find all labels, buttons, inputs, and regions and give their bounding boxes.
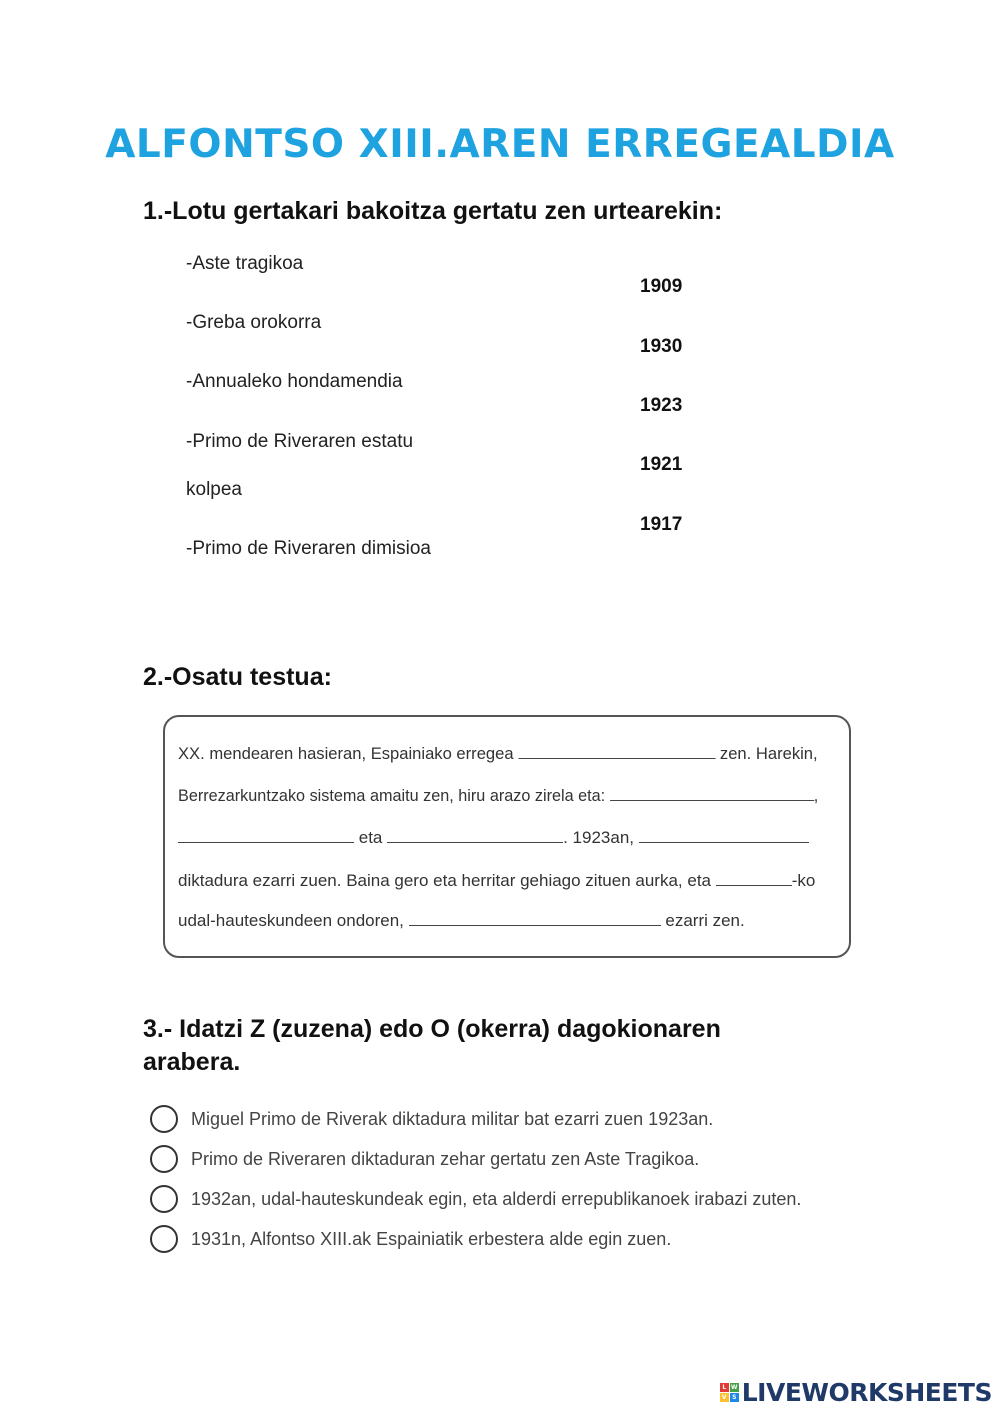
year-item: 1923	[640, 395, 683, 416]
text-segment: zen. Harekin,	[719, 744, 818, 763]
answer-blank[interactable]	[178, 828, 354, 843]
year-item: 1917	[640, 514, 683, 535]
logo-mark-cell: W	[730, 1384, 738, 1391]
text-segment: ,	[813, 786, 819, 805]
text-segment: XX. mendearen hasieran, Espainiako erregea	[178, 744, 514, 763]
true-false-item	[150, 1103, 713, 1135]
logo-mark-icon	[720, 1383, 739, 1402]
fill-text-line-5	[178, 911, 745, 931]
statement-text: 1931n, Alfontso XIII.ak Espainiatik erbestera alde egin zuen.	[191, 1228, 672, 1249]
answer-blank[interactable]	[387, 828, 563, 843]
answer-blank[interactable]	[716, 871, 792, 886]
true-false-item	[150, 1183, 801, 1215]
answer-blank[interactable]	[518, 744, 715, 759]
section3-heading	[143, 1013, 721, 1079]
event-item: -Aste tragikoa	[186, 253, 304, 274]
year-item: 1930	[640, 336, 683, 357]
answer-circle[interactable]	[150, 1225, 178, 1253]
event-item: kolpea	[186, 479, 242, 500]
statement-text: Primo de Riveraren diktaduran zehar gertatu zen Aste Tragikoa.	[191, 1148, 700, 1169]
text-segment: udal-hauteskundeen ondoren,	[178, 911, 404, 930]
text-segment: diktadura ezarri zuen. Baina gero eta herritar gehiago zituen aurka, eta	[178, 871, 711, 890]
text-segment: -ko	[791, 871, 816, 890]
text-segment: . 1923an,	[563, 828, 635, 847]
answer-circle[interactable]	[150, 1145, 178, 1173]
year-item: 1921	[640, 454, 683, 475]
section3-heading-line1: 3.- Idatzi Z (zuzena) edo O (okerra) dagokionaren	[143, 1015, 721, 1043]
answer-blank[interactable]	[610, 786, 814, 801]
logo-text: LIVEWORKSHEETS	[741, 1378, 992, 1407]
section2-heading: 2.-Osatu testua:	[143, 663, 332, 691]
event-item: -Greba orokorra	[186, 312, 322, 333]
fill-text-line-1	[178, 744, 818, 764]
answer-circle[interactable]	[150, 1105, 178, 1133]
text-segment: Berrezarkuntzako sistema amaitu zen, hiru arazo zirela eta:	[178, 786, 606, 805]
fill-text-line-4	[178, 871, 815, 891]
answer-blank[interactable]	[639, 828, 809, 843]
answer-blank[interactable]	[409, 911, 661, 926]
event-item: -Primo de Riveraren estatu	[186, 431, 414, 452]
text-segment: eta	[358, 828, 383, 847]
logo-mark-cell: L	[720, 1383, 729, 1392]
statement-text: 1932an, udal-hauteskundeak egin, eta alderdi errepublikanoek irabazi zuten.	[191, 1188, 802, 1209]
section1-heading: 1.-Lotu gertakari bakoitza gertatu zen urtearekin:	[143, 197, 723, 225]
liveworksheets-logo	[720, 1378, 992, 1407]
answer-circle[interactable]	[150, 1185, 178, 1213]
statement-text: Miguel Primo de Riverak diktadura militar bat ezarri zuen 1923an.	[191, 1108, 714, 1129]
true-false-item	[150, 1143, 699, 1175]
logo-mark-cell: V	[720, 1393, 729, 1402]
event-item: -Annualeko hondamendia	[186, 371, 403, 392]
fill-text-line-2	[178, 786, 818, 806]
logo-mark-cell: S	[730, 1393, 739, 1402]
section3-heading-line2: arabera.	[143, 1048, 241, 1076]
text-segment: ezarri zen.	[665, 911, 745, 930]
page-title: ALFONTSO XIII.AREN ERREGEALDIA	[105, 122, 895, 167]
year-item: 1909	[640, 276, 683, 297]
fill-text-line-3	[178, 828, 809, 848]
true-false-item	[150, 1223, 671, 1255]
event-item: -Primo de Riveraren dimisioa	[186, 538, 431, 559]
